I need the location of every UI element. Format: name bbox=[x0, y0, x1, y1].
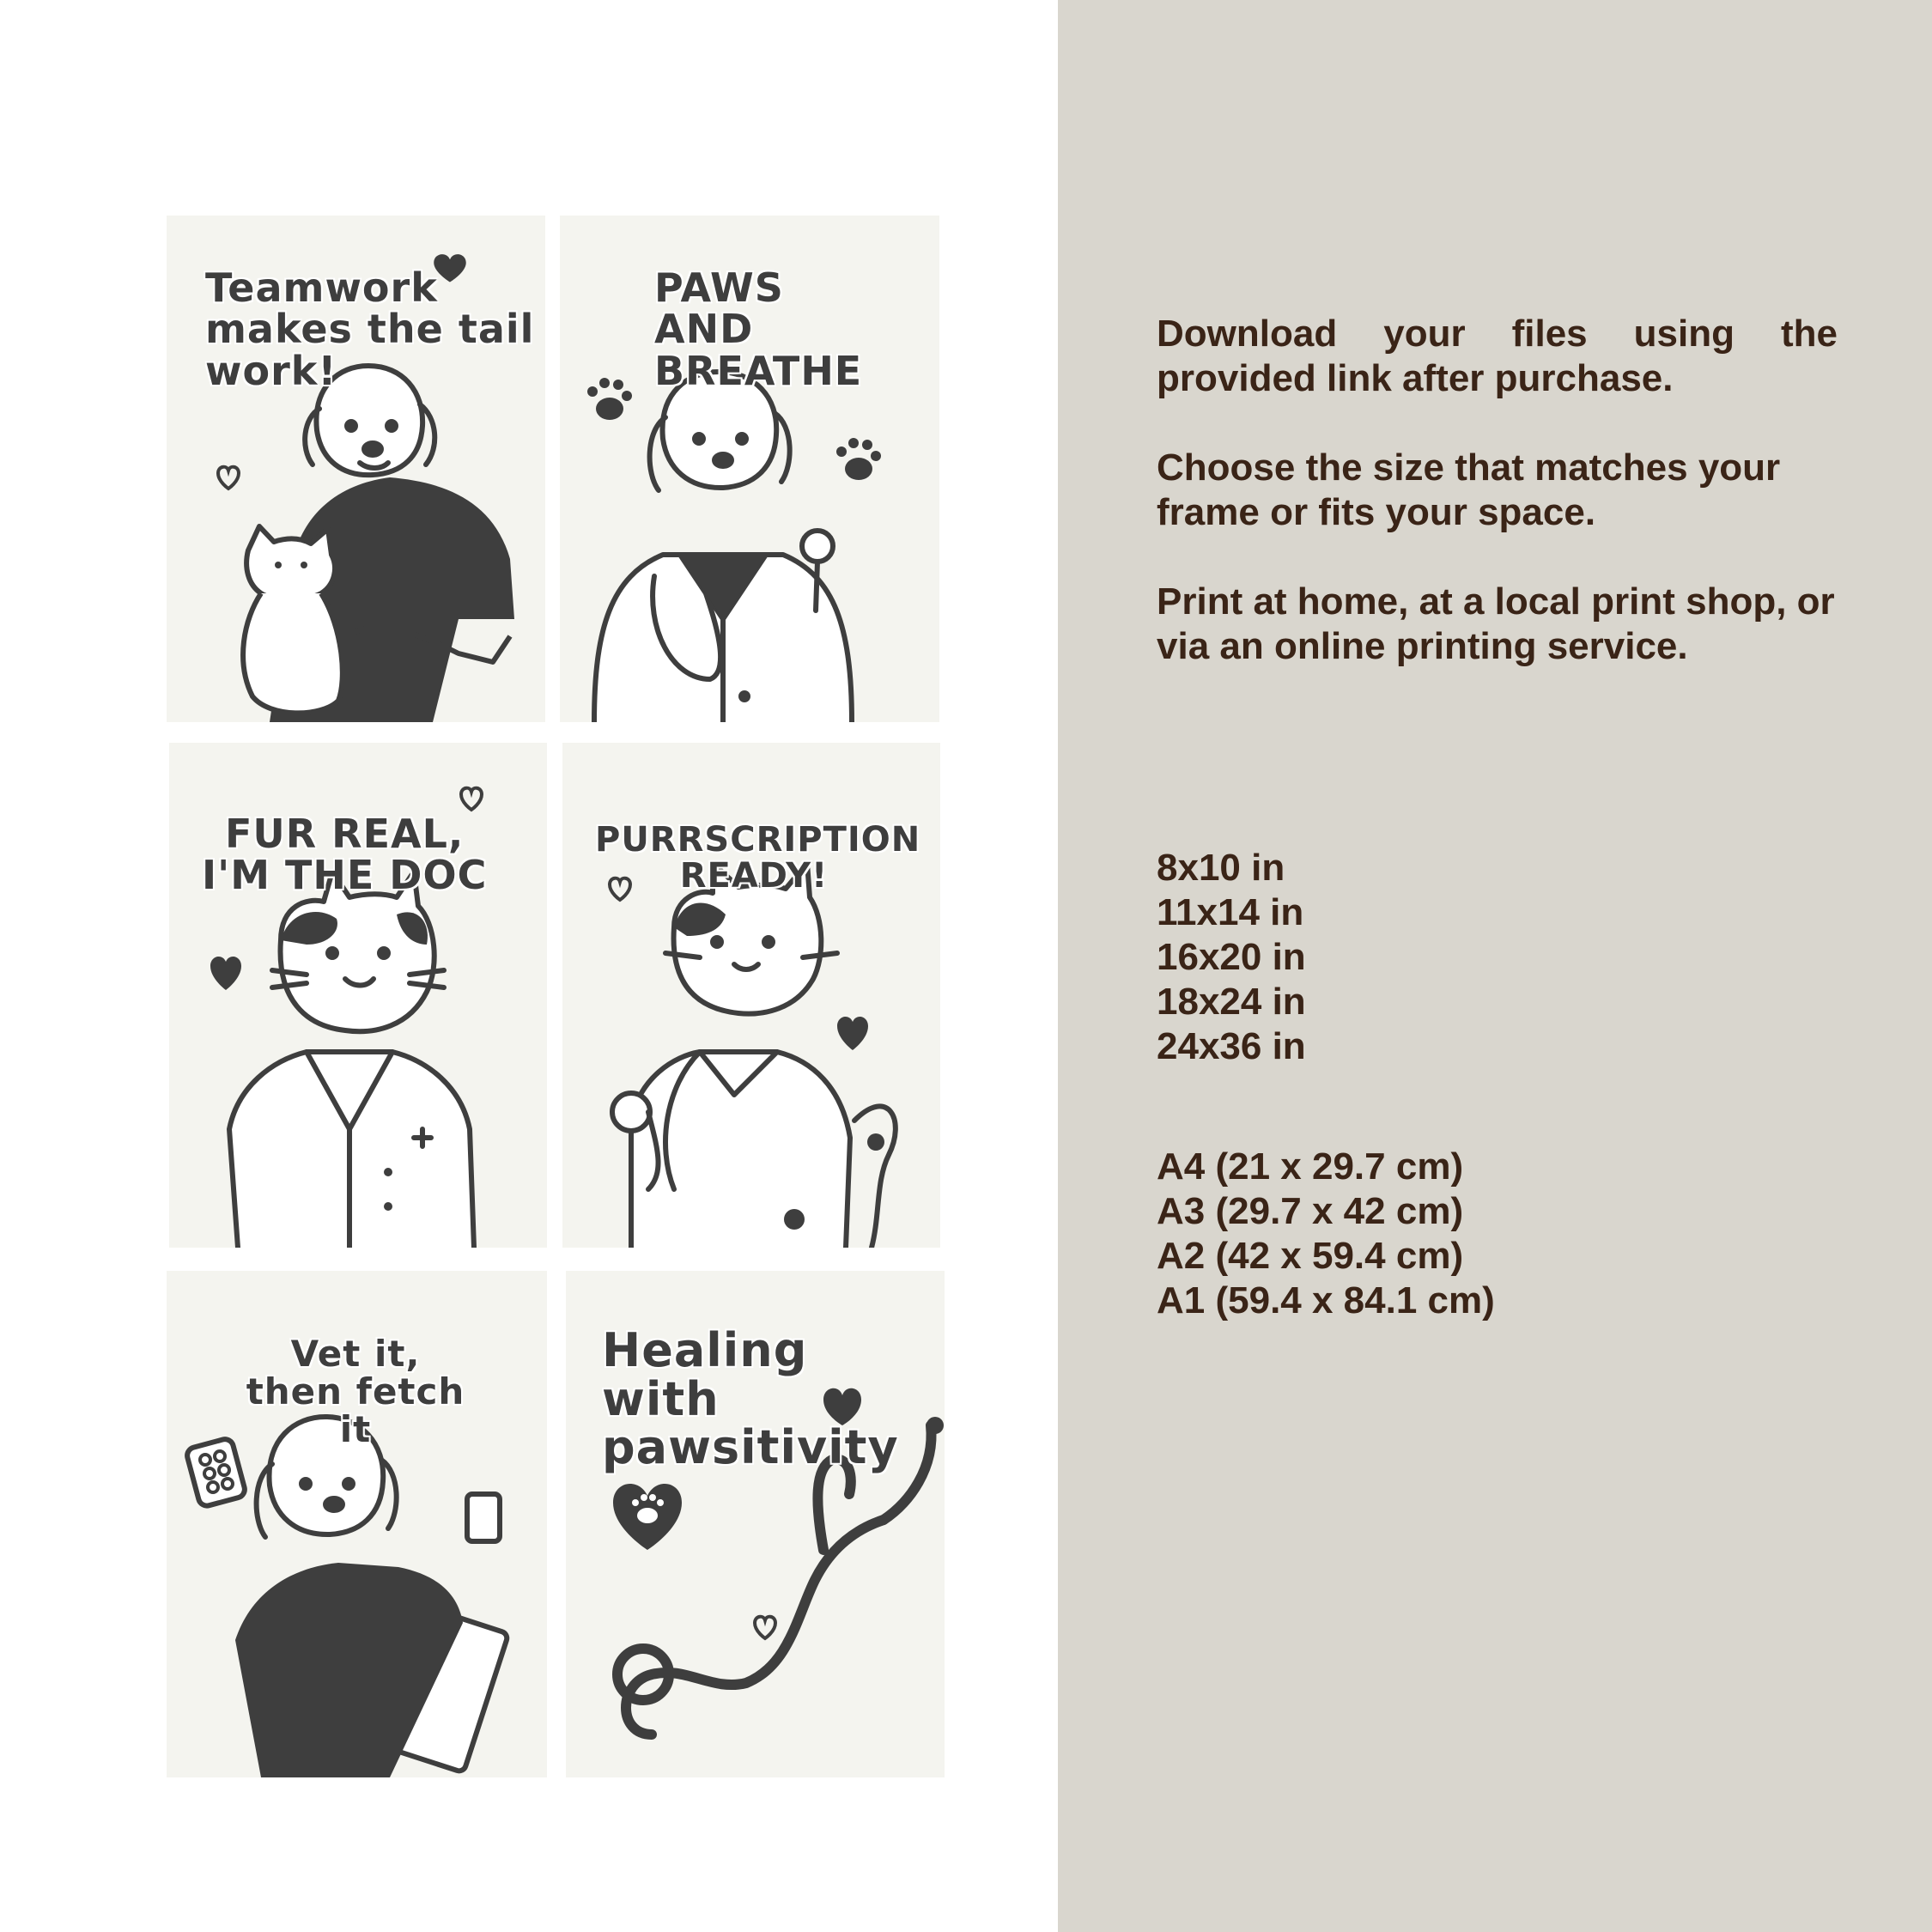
size-item: A2 (42 x 59.4 cm) bbox=[1157, 1235, 1464, 1277]
poster-caption: PAWS AND BREATHE bbox=[654, 264, 863, 394]
poster-caption: Teamwork makes the tail work! bbox=[205, 264, 535, 394]
size-item: 24x36 in bbox=[1157, 1025, 1306, 1067]
size-item: A1 (59.4 x 84.1 cm) bbox=[1157, 1279, 1495, 1321]
poster-healing-pawsitivity bbox=[566, 1271, 945, 1777]
size-item: 11x14 in bbox=[1157, 891, 1304, 933]
size-item: A3 (29.7 x 42 cm) bbox=[1157, 1190, 1464, 1232]
size-instruction: Choose the size that matches your frame or fits your space. bbox=[1157, 447, 1781, 533]
poster-purrscription-ready bbox=[562, 743, 940, 1248]
sizes-inches-list bbox=[1157, 846, 1306, 1069]
sizes-cm-list bbox=[1157, 1145, 1495, 1323]
poster-vet-it bbox=[167, 1271, 547, 1777]
poster-paws-and-breathe bbox=[560, 216, 939, 722]
cat-nurse-illustration bbox=[562, 743, 940, 1248]
poster-fur-real bbox=[169, 743, 547, 1248]
size-item: 16x20 in bbox=[1157, 936, 1306, 978]
size-item: 8x10 in bbox=[1157, 847, 1285, 889]
poster-teamwork bbox=[167, 216, 545, 722]
size-item: 18x24 in bbox=[1157, 981, 1306, 1023]
download-instruction: Download your files using the provided link after purchase. bbox=[1157, 313, 1838, 399]
print-instruction: Print at home, at a local print shop, or via an online printing service. bbox=[1157, 580, 1835, 667]
poster-caption: Vet it, then fetch it bbox=[246, 1333, 465, 1451]
instructions bbox=[1157, 312, 1844, 669]
poster-caption: PURRSCRIPTION READY! bbox=[595, 820, 921, 896]
size-item: A4 (21 x 29.7 cm) bbox=[1157, 1145, 1464, 1188]
poster-caption: Healing with pawsitivity bbox=[602, 1323, 899, 1475]
poster-caption: FUR REAL, I'M THE DOC bbox=[202, 811, 488, 899]
